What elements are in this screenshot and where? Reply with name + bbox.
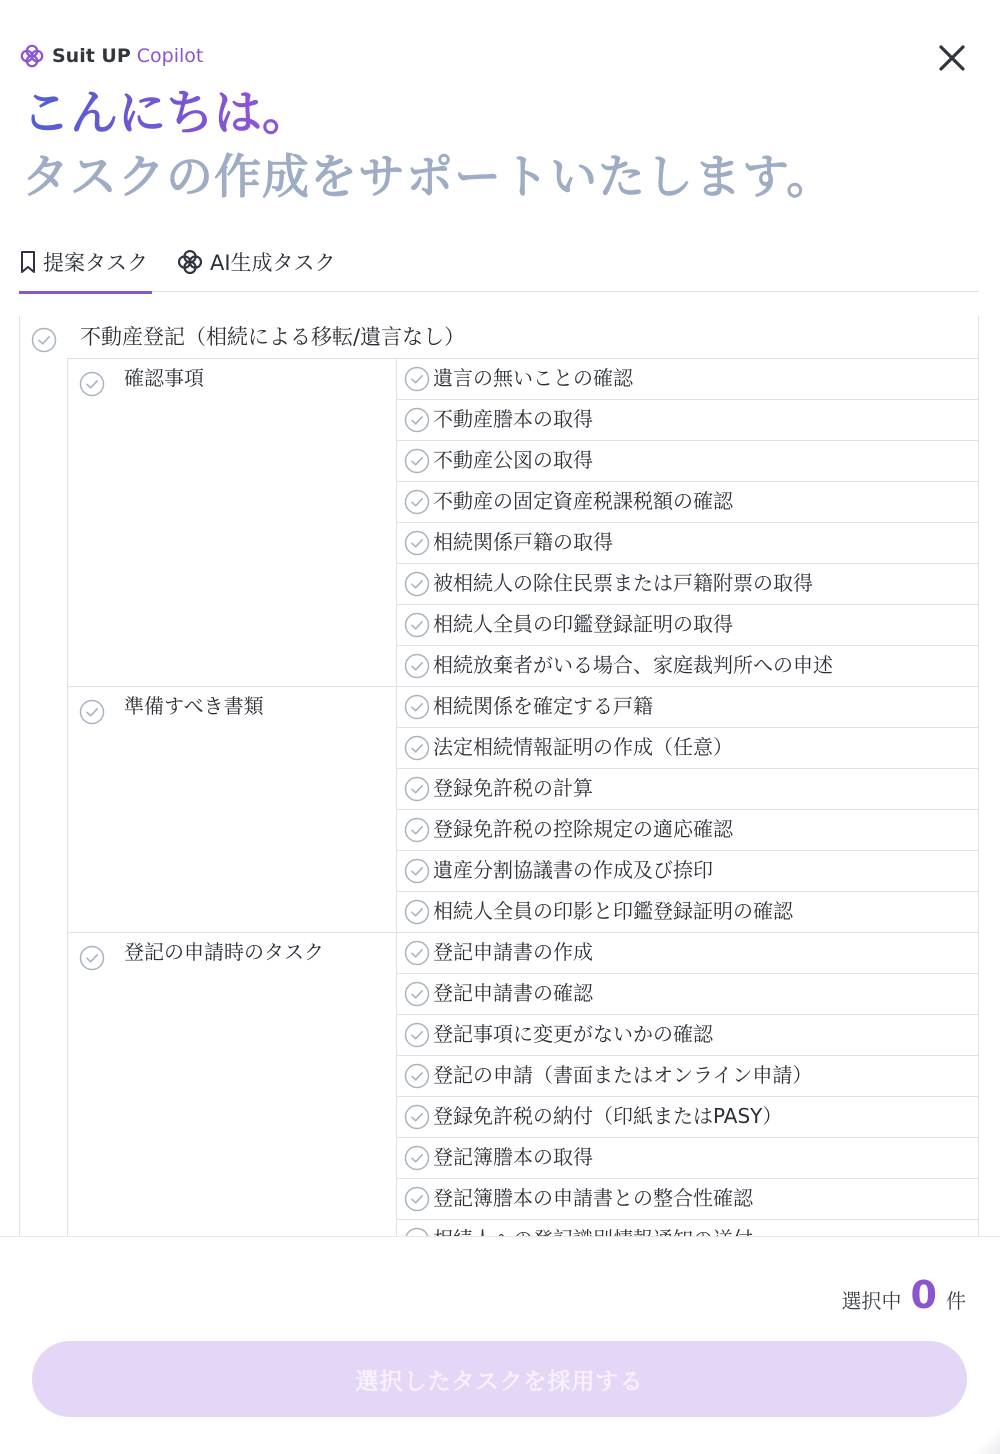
task-item[interactable]: [397, 400, 978, 441]
task-item-label: 登記申請書の確認: [433, 981, 593, 1005]
task-item[interactable]: [397, 1097, 978, 1138]
tab-label: 提案タスク: [43, 251, 148, 275]
task-item-label: 法定相続情報証明の作成（任意）: [433, 735, 733, 759]
greeting-title: こんにちは。: [22, 85, 311, 141]
task-group-title: 準備すべき書類: [124, 694, 264, 718]
task-item-label: 登記事項に変更がないかの確認: [433, 1022, 713, 1046]
tab-ai-generated-tasks[interactable]: [176, 232, 336, 292]
task-item[interactable]: [397, 728, 978, 769]
check-circle-icon[interactable]: [404, 1063, 430, 1089]
task-item-label: 登記簿謄本の取得: [433, 1145, 593, 1169]
check-circle-icon[interactable]: [404, 407, 430, 433]
check-circle-icon[interactable]: [404, 448, 430, 474]
check-circle-icon[interactable]: [79, 945, 105, 971]
task-item[interactable]: [397, 564, 978, 605]
task-item-label: 被相続人の除住民票または戸籍附票の取得: [433, 571, 813, 595]
check-circle-icon[interactable]: [404, 776, 430, 802]
task-item-label: 不動産の固定資産税課税額の確認: [433, 489, 733, 513]
task-item-label: 登記簿謄本の申請書との整合性確認: [433, 1186, 753, 1210]
check-circle-icon[interactable]: [404, 899, 430, 925]
task-item-label: 登録免許税の控除規定の適応確認: [433, 817, 733, 841]
brand-logo: [19, 41, 203, 71]
close-button[interactable]: [930, 36, 974, 80]
bookmark-icon: [19, 250, 37, 274]
check-circle-icon[interactable]: [79, 699, 105, 725]
window-corner: [970, 1424, 1000, 1454]
task-item-label: 登記申請書の作成: [433, 940, 593, 964]
task-item[interactable]: [397, 851, 978, 892]
task-group: [68, 359, 978, 687]
selected-number: 0: [910, 1273, 937, 1317]
task-item[interactable]: [397, 646, 978, 687]
task-item-label: 遺言の無いことの確認: [433, 366, 633, 390]
check-circle-icon[interactable]: [404, 1145, 430, 1171]
check-circle-icon[interactable]: [404, 653, 430, 679]
check-circle-icon[interactable]: [404, 1104, 430, 1130]
task-item[interactable]: [397, 441, 978, 482]
task-item-label: 相続人全員の印影と印鑑登録証明の確認: [433, 899, 793, 923]
check-circle-icon[interactable]: [404, 1022, 430, 1048]
task-item-label: 登録免許税の計算: [433, 776, 593, 800]
task-list[interactable]: [19, 316, 979, 1236]
task-item-label: 不動産公図の取得: [433, 448, 593, 472]
task-item[interactable]: [397, 974, 978, 1015]
check-circle-icon[interactable]: [31, 327, 57, 353]
task-item-label: 相続関係戸籍の取得: [433, 530, 613, 554]
task-item-label: 登録免許税の納付（印紙またはPASY）: [433, 1104, 783, 1128]
check-circle-icon[interactable]: [404, 571, 430, 597]
task-item[interactable]: [397, 482, 978, 523]
task-item[interactable]: [397, 769, 978, 810]
task-item-label: 相続人全員の印鑑登録証明の取得: [433, 612, 733, 636]
brand-sub: Copilot: [136, 45, 204, 67]
check-circle-icon[interactable]: [404, 612, 430, 638]
task-item-label: 相続放棄者がいる場合、家庭裁判所への申述: [433, 653, 833, 677]
check-circle-icon[interactable]: [404, 981, 430, 1007]
task-item-label: 相続関係を確定する戸籍: [433, 694, 653, 718]
tab-bar: [19, 232, 979, 292]
task-item[interactable]: [397, 687, 978, 728]
task-item[interactable]: [397, 892, 978, 933]
task-item-label: 登記の申請（書面またはオンライン申請）: [433, 1063, 813, 1087]
greeting-subtitle: タスクの作成をサポートいたします。: [22, 150, 835, 205]
task-item[interactable]: [397, 523, 978, 564]
footer-panel: [0, 1236, 1000, 1454]
close-icon: [930, 36, 974, 80]
task-item[interactable]: [397, 359, 978, 400]
check-circle-icon[interactable]: [404, 489, 430, 515]
check-circle-icon[interactable]: [404, 735, 430, 761]
selected-count: [842, 1273, 966, 1317]
task-item[interactable]: [397, 605, 978, 646]
task-group: [68, 687, 978, 933]
selected-prefix: 選択中: [841, 1289, 902, 1313]
task-item[interactable]: [397, 1138, 978, 1179]
task-items: [396, 359, 978, 686]
tab-suggested-tasks[interactable]: [19, 232, 152, 292]
check-circle-icon[interactable]: [404, 817, 430, 843]
check-circle-icon[interactable]: [404, 858, 430, 884]
task-group: [68, 933, 978, 1261]
adopt-selected-tasks-button[interactable]: 選択したタスクを採用する: [32, 1341, 967, 1417]
task-item[interactable]: [397, 1056, 978, 1097]
task-item[interactable]: [397, 1179, 978, 1220]
check-circle-icon[interactable]: [404, 940, 430, 966]
check-circle-icon[interactable]: [79, 371, 105, 397]
brand-name: Suit UP: [52, 45, 131, 67]
task-group-title: 登記の申請時のタスク: [124, 940, 324, 964]
task-item-label: 不動産謄本の取得: [433, 407, 593, 431]
check-circle-icon[interactable]: [404, 366, 430, 392]
task-category-title: 不動産登記（相続による移転/遺言なし）: [80, 325, 466, 349]
selected-suffix: 件: [946, 1289, 966, 1313]
task-items: [396, 933, 978, 1261]
task-item[interactable]: [397, 1015, 978, 1056]
task-item[interactable]: [397, 810, 978, 851]
suitup-logo-icon: [19, 43, 45, 69]
ai-knot-icon: [176, 248, 204, 276]
check-circle-icon[interactable]: [404, 694, 430, 720]
task-group-title: 確認事項: [124, 366, 204, 390]
tab-label: AI生成タスク: [210, 251, 336, 275]
check-circle-icon[interactable]: [404, 530, 430, 556]
task-item-label: 遺産分割協議書の作成及び捺印: [433, 858, 713, 882]
task-items: [396, 687, 978, 932]
task-item[interactable]: [397, 933, 978, 974]
check-circle-icon[interactable]: [404, 1186, 430, 1212]
